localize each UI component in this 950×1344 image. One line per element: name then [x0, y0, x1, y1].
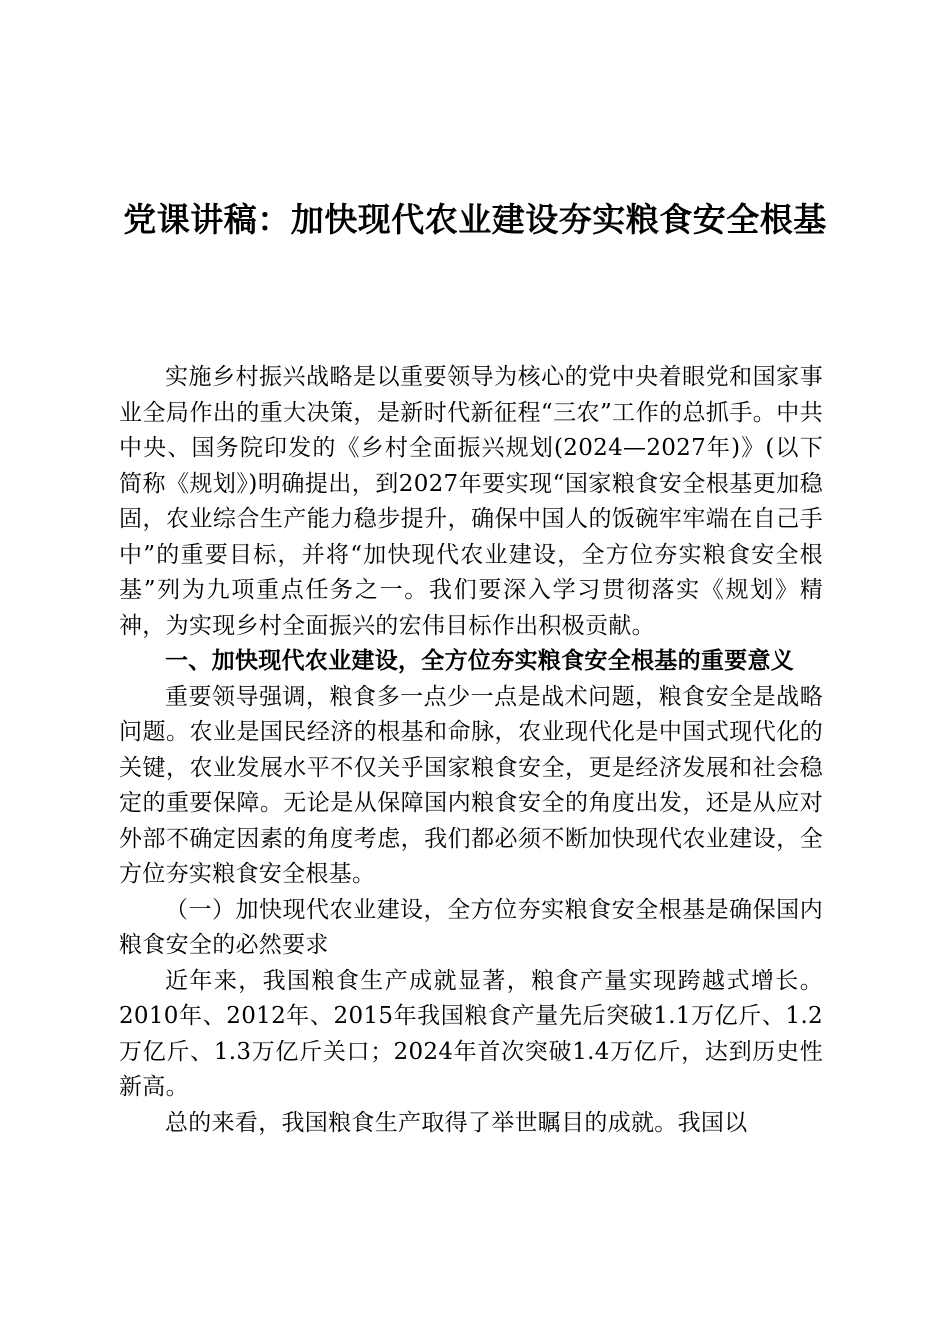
subsection-1-paragraph-2: 总的来看，我国粮食生产取得了举世瞩目的成就。我国以: [165, 1109, 748, 1136]
intro-paragraph: 实施乡村振兴战略是以重要领导为核心的党中央着眼党和国家事业全局作出的重大决策，是新时代新征程“三农”工作的总抓手。中共中央、国务院印发的《乡村全面振兴规划(2024—2027年)》(以下简称《规划》)明确提出，到2027年要实现“国家粮食安全根基更加稳固，农业综合生产能力稳步提升，确保中国人的饭碗牢牢端在自己手中”的重要目标，并将“加快现代农业建设，全方位夯实粮食安全根基”列为九项重点任务之一。我们要深入学习贯彻落实《规划》精神，为实现乡村全面振兴的宏伟目标作出积极贡献。: [119, 364, 823, 639]
section-1-paragraph: 重要领导强调，粮食多一点少一点是战术问题，粮食安全是战略问题。农业是国民经济的根基和命脉，农业现代化是中国式现代化的关键，农业发展水平不仅关乎国家粮食安全，更是经济发展和社会稳定的重要保障。无论是从保障国内粮食安全的角度出发，还是从应对外部不确定因素的角度考虑，我们都必须不断加快现代农业建设，全方位夯实粮食安全根基。: [119, 683, 823, 887]
document-title: 党课讲稿：加快现代农业建设夯实粮食安全根基: [123, 200, 827, 239]
section-heading-1: 一、加快现代农业建设，全方位夯实粮食安全根基的重要意义: [165, 648, 795, 674]
document-body: [119, 360, 823, 1141]
subsection-heading-1: （一）加快现代农业建设，全方位夯实粮食安全根基是确保国内粮食安全的必然要求: [119, 896, 823, 958]
subsection-1-paragraph: 近年来，我国粮食生产成就显著，粮食产量实现跨越式增长。2010年、2012年、2015年我国粮食产量先后突破1.1万亿斤、1.2万亿斤、1.3万亿斤关口；2024年首次突破1.4万亿斤，达到历史性新高。: [119, 967, 823, 1100]
